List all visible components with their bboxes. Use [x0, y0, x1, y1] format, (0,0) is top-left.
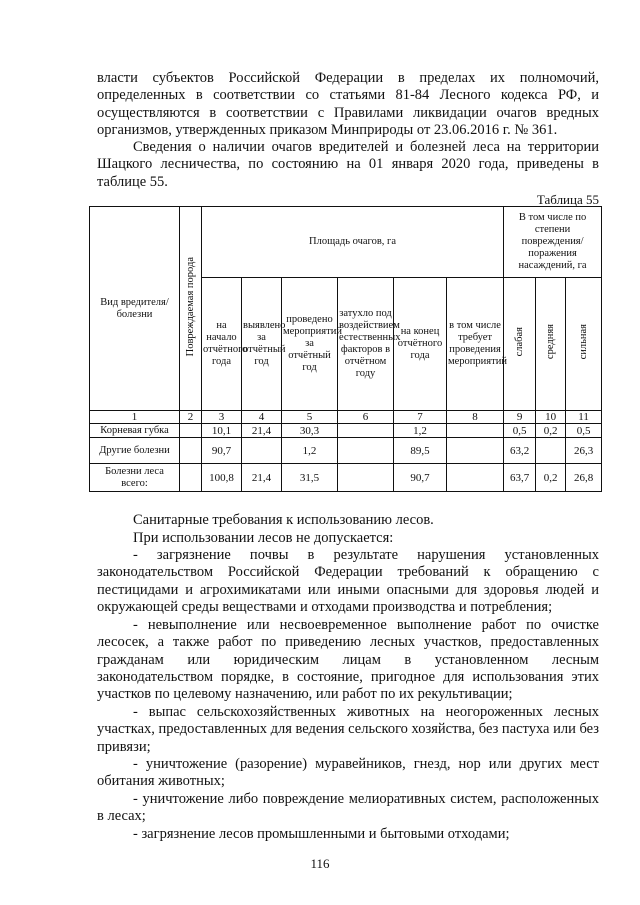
row-measures: 31,5: [282, 464, 338, 492]
row-need: [447, 438, 504, 464]
row-measures: 1,2: [282, 438, 338, 464]
header-strong-text: сильная: [577, 324, 589, 360]
row-breed: [180, 424, 202, 438]
sanitary-item: - загрязнение лесов промышленными и бытовыми отходами;: [133, 826, 510, 842]
sanitary-item: - загрязнение почвы в результате нарушения установленных законодательством Российской Федерации требований к обращению с пестицидами и агрохимикатами или иными опасными для здоровья людей и окружающей среды веществами и отходами производства и потребления;: [97, 547, 599, 615]
table-row: [90, 438, 602, 464]
page-number: 116: [310, 856, 330, 871]
column-number: 3: [202, 411, 242, 424]
header-damage-group: В том числе по степени повреждения/поражения насаждений, га: [504, 207, 602, 278]
row-medium: [536, 438, 566, 464]
row-need: [447, 464, 504, 492]
row-weak: 63,7: [504, 464, 536, 492]
row-measures: 30,3: [282, 424, 338, 438]
column-number: 11: [566, 411, 602, 424]
column-number: 9: [504, 411, 536, 424]
header-species: Вид вредителя/болезни: [90, 207, 180, 411]
row-name: Другие болезни: [90, 438, 180, 464]
header-weak: [504, 278, 536, 411]
row-weak: 0,5: [504, 424, 536, 438]
header-start: на начало отчётного года: [202, 278, 242, 411]
row-medium: 0,2: [536, 464, 566, 492]
column-number: 1: [90, 411, 180, 424]
paragraph-legal-basis: власти субъектов Российской Федерации в пределах их полномочий, определенных в соответствии со статьями 81-84 Лесного кодекса РФ, и осуществляются в соответствии с Правилами ликвидации очагов вредных организмов, утвержденных приказом Минприроды от 23.06.2016 г. № 361.: [97, 70, 599, 138]
row-end: 1,2: [394, 424, 447, 438]
column-number: 5: [282, 411, 338, 424]
row-start: 10,1: [202, 424, 242, 438]
table-row: [90, 424, 602, 438]
header-decayed: затухло под воздействием естественных факторов в отчётном году: [338, 278, 394, 411]
column-number-row: [90, 411, 602, 424]
pests-table: [89, 206, 602, 492]
table-row-total: [90, 464, 602, 492]
row-strong: 26,8: [566, 464, 602, 492]
sanitary-heading: Санитарные требования к использованию лесов.: [133, 512, 434, 528]
header-found: выявлено за отчётный год: [242, 278, 282, 411]
header-strong: [566, 278, 602, 411]
sanitary-item: - уничтожение либо повреждение мелиоративных систем, расположенных в лесах;: [97, 791, 599, 825]
header-medium-text: средняя: [544, 324, 556, 360]
row-medium: 0,2: [536, 424, 566, 438]
sanitary-item: - уничтожение (разорение) муравейников, гнезд, нор или других мест обитания животных;: [97, 756, 599, 790]
row-name: Корневая губка: [90, 424, 180, 438]
sanitary-intro: При использовании лесов не допускается:: [133, 530, 394, 546]
row-start: 90,7: [202, 438, 242, 464]
row-start: 100,8: [202, 464, 242, 492]
row-decayed: [338, 438, 394, 464]
row-breed: [180, 464, 202, 492]
row-need: [447, 424, 504, 438]
row-found: 21,4: [242, 424, 282, 438]
row-end: 89,5: [394, 438, 447, 464]
header-need: в том числе требует проведения мероприятий: [447, 278, 504, 411]
header-weak-text: слабая: [513, 327, 525, 357]
row-strong: 0,5: [566, 424, 602, 438]
row-found: 21,4: [242, 464, 282, 492]
row-name: Болезни леса всего:: [90, 464, 180, 492]
header-end: на конец отчётного года: [394, 278, 447, 411]
column-number: 10: [536, 411, 566, 424]
row-end: 90,7: [394, 464, 447, 492]
table-caption: Таблица 55: [536, 192, 599, 207]
sanitary-item: - выпас сельскохозяйственных животных на неогороженных лесных участках, предоставленных для ведения сельского хозяйства, без пастуха или без привязи;: [97, 704, 599, 755]
row-weak: 63,2: [504, 438, 536, 464]
header-area-group: Площадь очагов, га: [202, 207, 504, 278]
column-number: 2: [180, 411, 202, 424]
header-breed: [180, 207, 202, 411]
row-decayed: [338, 464, 394, 492]
column-number: 7: [394, 411, 447, 424]
paragraph-table-reference: Сведения о наличии очагов вредителей и болезней леса на территории Шацкого лесничества, по состоянию на 01 января 2020 года, приведены в таблице 55.: [97, 139, 599, 190]
row-decayed: [338, 424, 394, 438]
header-medium: [536, 278, 566, 411]
sanitary-item: - невыполнение или несвоевременное выполнение работ по очистке лесосек, а также работ по приведению лесных участков, предоставленных гражданам или юридическим лицам в установленном лесным законодательством порядке, в состояние, пригодное для использования этих участков по целевому назначению, или работ по их рекультивации;: [97, 617, 599, 703]
row-found: [242, 438, 282, 464]
row-breed: [180, 438, 202, 464]
column-number: 8: [447, 411, 504, 424]
column-number: 6: [338, 411, 394, 424]
column-number: 4: [242, 411, 282, 424]
row-strong: 26,3: [566, 438, 602, 464]
header-breed-text: Повреждаемая порода: [184, 256, 196, 357]
header-measures: проведено мероприятий за отчётный год: [282, 278, 338, 411]
